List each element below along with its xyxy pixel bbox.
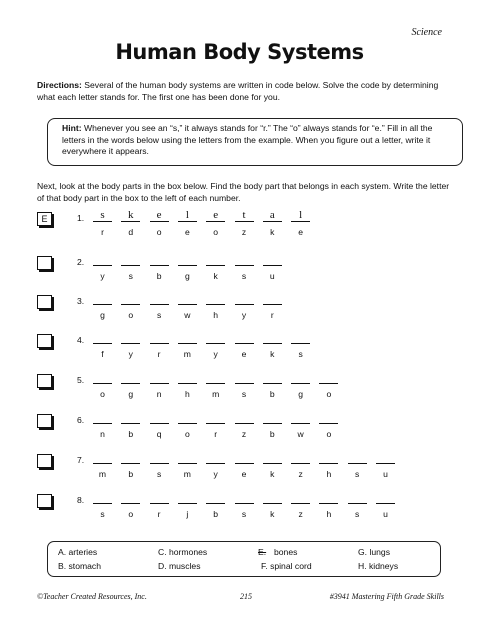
body-part-kidneys: H. kidneys	[358, 561, 399, 571]
code-letter: m	[183, 349, 191, 359]
code-letter: h	[326, 469, 332, 479]
answer-blank[interactable]	[150, 332, 169, 344]
footer-publisher: ©Teacher Created Resources, Inc.	[37, 592, 147, 601]
footer-book: #3941 Mastering Fifth Grade Skills	[329, 592, 444, 601]
answer-blank[interactable]	[93, 254, 112, 266]
code-letter: h	[185, 389, 190, 399]
answer-blank[interactable]: k	[121, 210, 140, 222]
answer-blank[interactable]	[178, 332, 197, 344]
answer-blank[interactable]	[235, 332, 254, 344]
answer-blank[interactable]	[263, 452, 282, 464]
code-letter: s	[128, 271, 133, 281]
code-letter: u	[383, 469, 388, 479]
code-letter: y	[128, 349, 133, 359]
next-instructions: Next, look at the body parts in the box below. Find the body part that belongs in each system. Write the letter of that body part in the box to the left of each number.	[37, 181, 450, 203]
answer-blank[interactable]	[263, 412, 282, 424]
answer-blank[interactable]	[291, 412, 310, 424]
answer-letter: E	[41, 214, 48, 224]
answer-blank[interactable]	[121, 332, 140, 344]
answer-blank[interactable]	[150, 293, 169, 305]
footer-page-number: 215	[240, 592, 252, 601]
answer-blank[interactable]	[206, 412, 225, 424]
code-letter: o	[128, 310, 134, 320]
hint-label: Hint:	[62, 123, 82, 133]
code-letter: b	[128, 429, 134, 439]
code-letter: u	[269, 271, 275, 281]
answer-blank[interactable]	[291, 492, 310, 504]
code-letter: g	[185, 271, 190, 281]
body-part-hormones: C. hormones	[158, 547, 208, 557]
code-letter: m	[183, 469, 191, 479]
answer-blank[interactable]	[178, 293, 197, 305]
answer-box-5[interactable]	[37, 374, 52, 388]
answer-blank[interactable]	[150, 412, 169, 424]
answer-blank[interactable]: t	[235, 210, 254, 222]
code-letter: f	[101, 349, 104, 359]
code-letter: m	[98, 469, 107, 479]
code-letter: s	[241, 389, 247, 399]
body-part-spinal-cord: F. spinal cord	[261, 561, 312, 571]
code-letter: k	[270, 349, 275, 359]
answer-blank[interactable]	[206, 254, 225, 266]
answer-blank[interactable]	[235, 254, 254, 266]
code-letter: e	[241, 469, 247, 479]
answer-blank[interactable]	[178, 452, 197, 464]
problem-number: 6.	[77, 415, 85, 425]
code-letter: n	[100, 429, 105, 439]
code-letter: n	[156, 389, 162, 399]
hint-text: Whenever you see an “s,” it always stands for “r.” The “o” always stands for “e.” Fill in all the letters in the words below using the letters from the example. When you figure out a letter, write it everywhere it appears.	[62, 123, 433, 156]
answer-blank[interactable]	[93, 293, 112, 305]
code-letter: s	[355, 469, 360, 479]
code-letter: s	[298, 349, 303, 359]
answer-box-2[interactable]	[37, 256, 52, 270]
code-letter: r	[101, 227, 104, 237]
code-letter: e	[185, 227, 190, 237]
code-letter: k	[270, 509, 275, 519]
answer-blank[interactable]	[319, 492, 338, 504]
code-letter: b	[128, 469, 134, 479]
answer-blank[interactable]	[93, 332, 112, 344]
code-letter: y	[213, 349, 218, 359]
code-letter: e	[298, 227, 303, 237]
code-letter: s	[355, 509, 360, 519]
code-letter: r	[157, 509, 161, 519]
problem-number: 2.	[77, 257, 85, 267]
answer-blank[interactable]: l	[178, 210, 197, 222]
answer-blank[interactable]	[263, 293, 282, 305]
code-letter: g	[128, 389, 134, 399]
code-letter: o	[156, 227, 162, 237]
code-letter: r	[157, 349, 161, 359]
code-letter: q	[156, 429, 162, 439]
code-letter: r	[270, 310, 274, 320]
answer-blank[interactable]	[178, 412, 197, 424]
code-letter: h	[326, 509, 332, 519]
code-letter: o	[185, 429, 190, 439]
answer-blank[interactable]	[206, 452, 225, 464]
code-letter: r	[214, 429, 218, 439]
answer-blank[interactable]	[319, 372, 338, 384]
answer-blank[interactable]	[206, 332, 225, 344]
answer-blank[interactable]	[121, 452, 140, 464]
answer-blank[interactable]	[93, 412, 112, 424]
answer-blank[interactable]	[93, 492, 112, 504]
body-part-arteries: A. arteries	[58, 547, 98, 557]
problem-number: 8.	[77, 495, 85, 505]
code-letter: y	[213, 469, 218, 479]
answer-blank[interactable]	[348, 492, 367, 504]
problem-number: 3.	[77, 296, 85, 306]
answer-blank[interactable]	[291, 372, 310, 384]
problem-number: 4.	[77, 335, 85, 345]
directions	[37, 79, 447, 103]
answer-blank[interactable]: l	[291, 210, 310, 222]
answer-blank[interactable]	[291, 332, 310, 344]
problem-number: 5.	[77, 375, 85, 385]
answer-blank[interactable]	[376, 452, 395, 464]
code-letter: y	[241, 310, 247, 320]
answer-blank[interactable]	[376, 492, 395, 504]
answer-box-7[interactable]	[37, 454, 52, 468]
code-letter: s	[100, 509, 105, 519]
answer-blank[interactable]	[319, 412, 338, 424]
answer-blank[interactable]	[206, 293, 225, 305]
answer-blank[interactable]	[93, 372, 112, 384]
answer-blank[interactable]: a	[263, 210, 282, 222]
answer-blank[interactable]	[121, 412, 140, 424]
answer-blank[interactable]	[121, 492, 140, 504]
body-part-letter-crossed: E.	[258, 547, 267, 557]
answer-blank[interactable]	[263, 254, 282, 266]
code-letter: o	[128, 509, 134, 519]
answer-blank[interactable]	[235, 412, 254, 424]
problem-number: 7.	[77, 455, 85, 465]
answer-blank[interactable]	[235, 372, 254, 384]
answer-blank[interactable]	[121, 254, 140, 266]
code-letter: o	[326, 429, 332, 439]
answer-blank[interactable]	[121, 293, 140, 305]
answer-box-8[interactable]	[37, 494, 52, 508]
answer-blank[interactable]: e	[206, 210, 225, 222]
answer-blank[interactable]	[178, 254, 197, 266]
code-letter: y	[100, 271, 105, 281]
answer-blank[interactable]	[235, 492, 254, 504]
directions-label: Directions:	[37, 80, 82, 90]
code-letter: m	[212, 389, 220, 399]
answer-blank[interactable]	[348, 452, 367, 464]
code-letter: b	[156, 271, 162, 281]
answer-box-4[interactable]	[37, 334, 52, 348]
answer-blank[interactable]	[263, 372, 282, 384]
body-part-stomach: B. stomach	[58, 561, 101, 571]
answer-blank[interactable]	[235, 452, 254, 464]
page-title: Human Body Systems	[115, 40, 364, 64]
answer-blank[interactable]	[206, 372, 225, 384]
answer-blank[interactable]	[319, 452, 338, 464]
hint-box	[47, 118, 463, 166]
code-letter: z	[298, 469, 303, 479]
answer-blank[interactable]: e	[150, 210, 169, 222]
code-letter: b	[269, 389, 275, 399]
answer-blank[interactable]	[206, 492, 225, 504]
code-letter: s	[156, 469, 162, 479]
answer-blank[interactable]	[150, 254, 169, 266]
answer-blank[interactable]	[93, 452, 112, 464]
code-letter: o	[326, 389, 332, 399]
code-letter: w	[297, 429, 304, 439]
problem-number: 1.	[77, 213, 85, 223]
code-letter: o	[213, 227, 219, 237]
code-letter: b	[269, 429, 275, 439]
code-letter: z	[241, 227, 247, 237]
subject-label: Science	[411, 27, 442, 38]
answer-blank[interactable]	[150, 452, 169, 464]
answer-blank[interactable]	[178, 492, 197, 504]
body-part-lungs: G. lungs	[358, 547, 391, 557]
code-letter: z	[298, 509, 303, 519]
code-letter: g	[298, 389, 303, 399]
answer-blank[interactable]	[263, 332, 282, 344]
answer-blank[interactable]	[178, 372, 197, 384]
code-letter: w	[184, 310, 191, 320]
code-letter: k	[270, 227, 275, 237]
code-letter: o	[100, 389, 105, 399]
answer-blank[interactable]	[235, 293, 254, 305]
body-part-muscles: D. muscles	[158, 561, 201, 571]
answer-box-6[interactable]	[37, 414, 52, 428]
body-parts-box	[47, 541, 441, 577]
answer-blank[interactable]	[263, 492, 282, 504]
answer-box-1[interactable]	[37, 212, 52, 226]
code-letter: k	[213, 271, 218, 281]
code-letter: h	[213, 310, 219, 320]
answer-blank[interactable]	[150, 492, 169, 504]
code-letter: g	[100, 310, 105, 320]
code-letter: u	[383, 509, 388, 519]
hint	[62, 123, 454, 158]
code-letter: d	[128, 227, 134, 237]
code-letter: z	[241, 429, 247, 439]
answer-blank[interactable]	[121, 372, 140, 384]
answer-blank[interactable]	[150, 372, 169, 384]
answer-blank[interactable]: s	[93, 210, 112, 222]
code-letter: b	[213, 509, 219, 519]
code-letter: e	[241, 349, 247, 359]
answer-blank[interactable]	[291, 452, 310, 464]
code-letter: k	[270, 469, 275, 479]
code-letter: s	[156, 310, 162, 320]
body-part-bones: bones	[274, 547, 298, 557]
code-letter: s	[241, 271, 247, 281]
code-letter: s	[241, 509, 247, 519]
answer-box-3[interactable]	[37, 295, 52, 309]
code-letter: j	[186, 509, 189, 519]
directions-text: Several of the human body systems are written in code below. Solve the code by determining what each letter stands for. The first one has been done for you.	[37, 80, 439, 102]
